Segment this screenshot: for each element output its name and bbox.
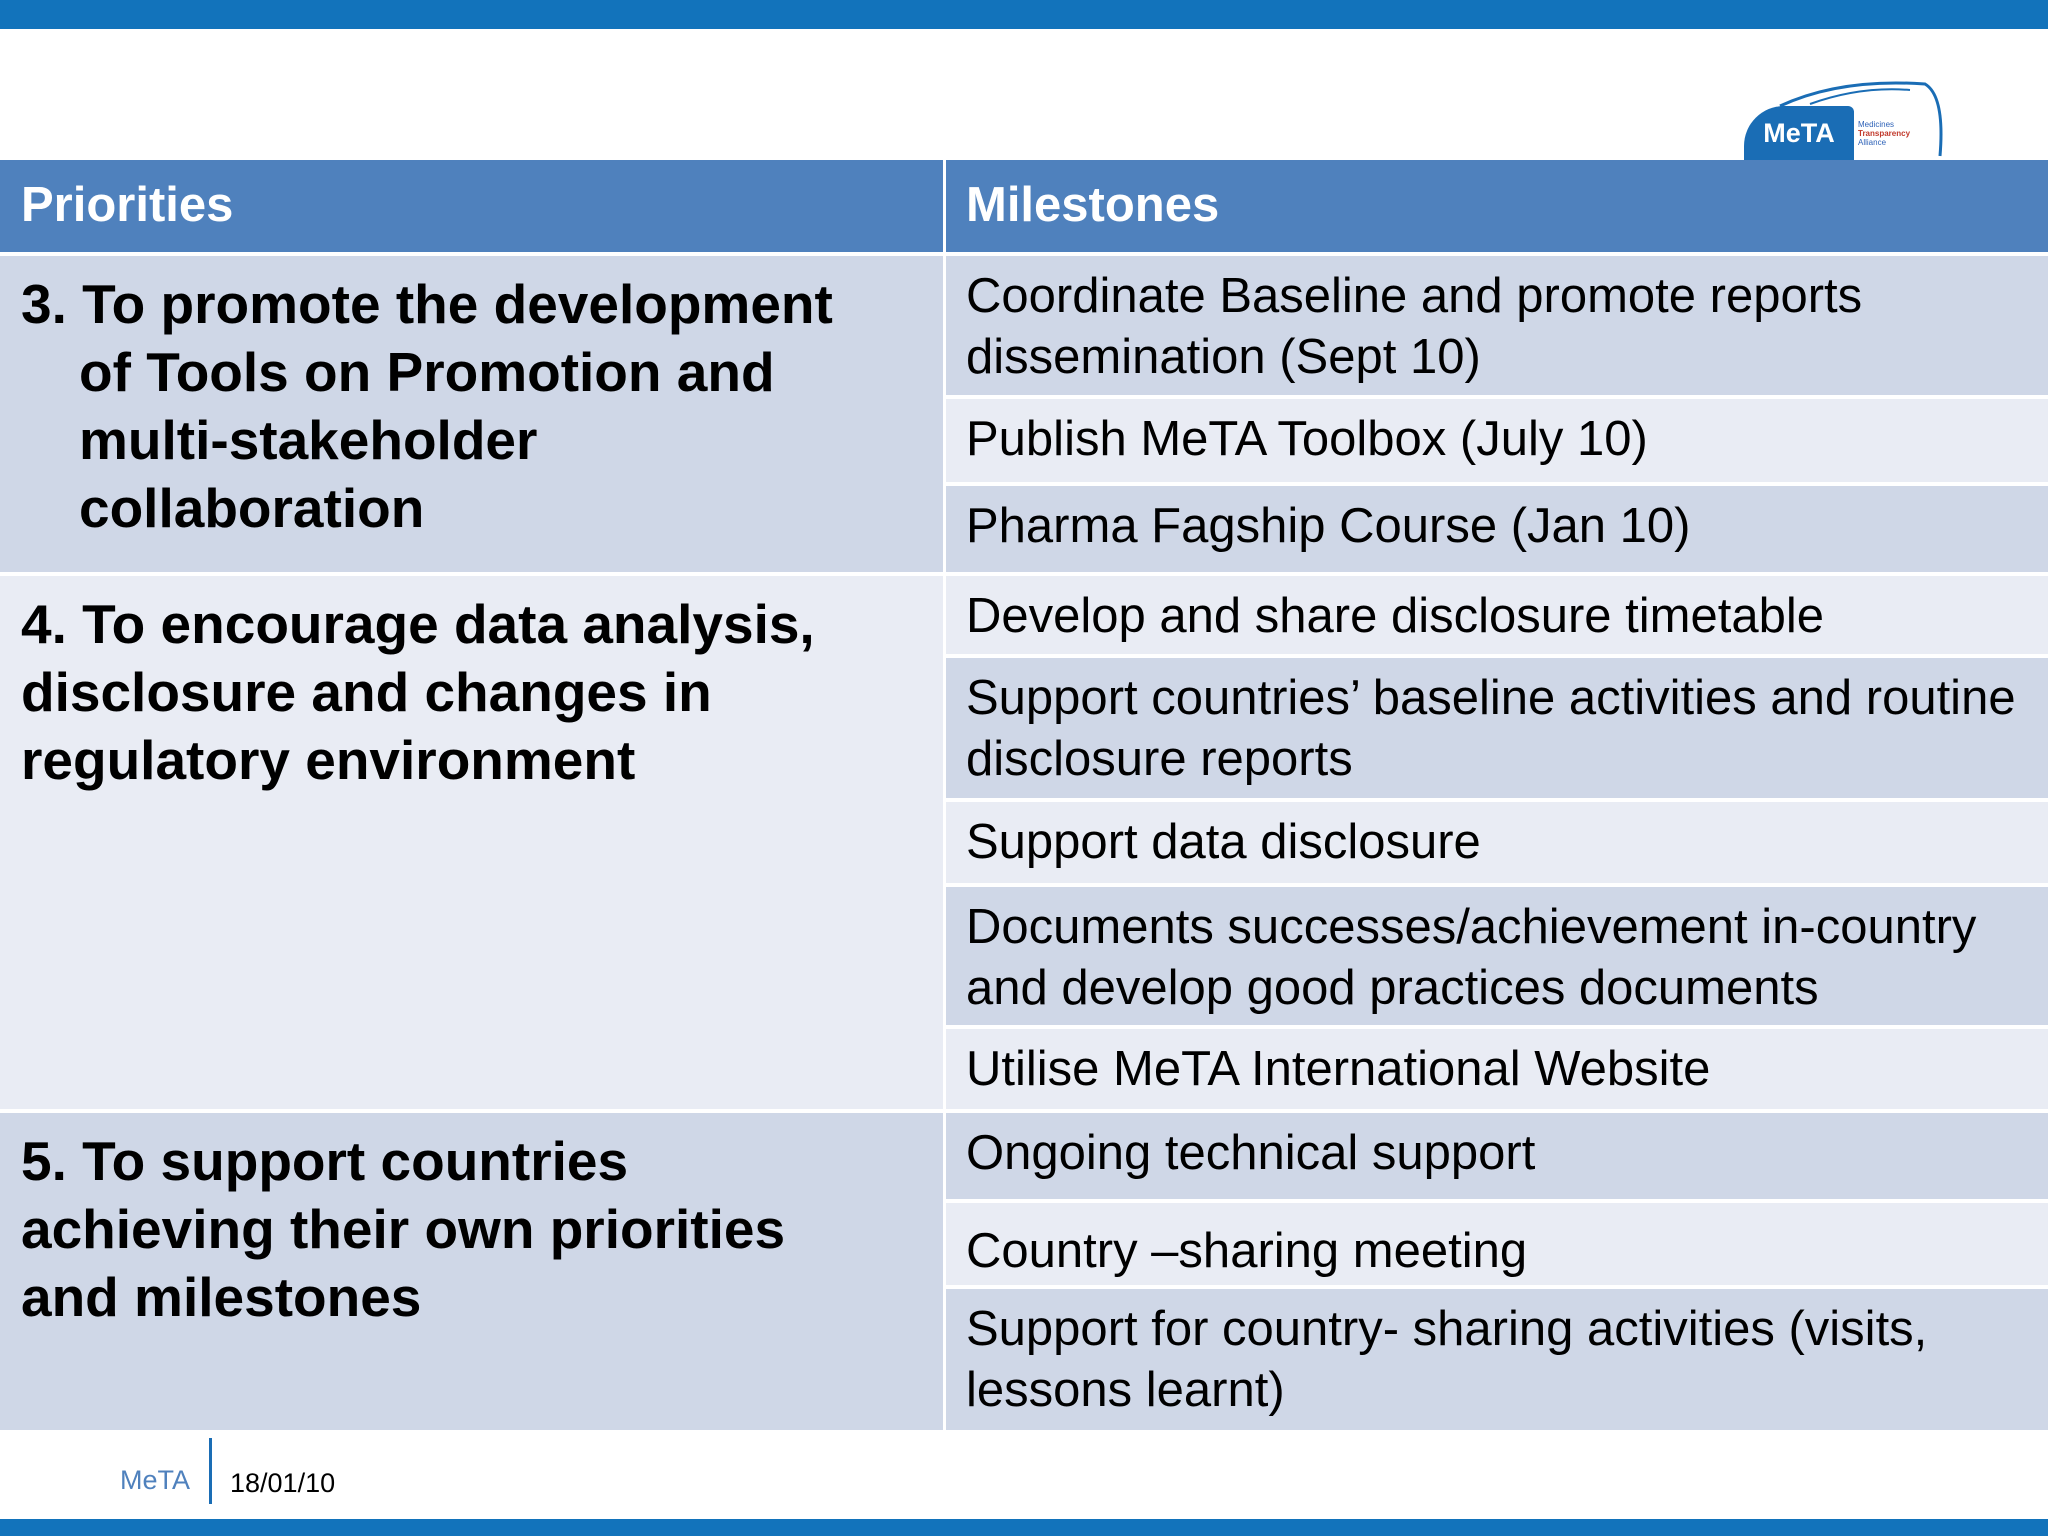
milestone-cell: Support countries’ baseline activities and routine disclosure reports <box>946 658 2048 798</box>
priority-line: collaboration <box>79 477 425 539</box>
priority-cell-3 <box>0 256 943 572</box>
priority-cell-4 <box>0 576 943 1109</box>
priority-line: multi-stakeholder <box>79 409 538 471</box>
top-accent-bar <box>0 0 2048 29</box>
priority-line: 3. To promote the development <box>21 273 833 335</box>
milestone-cell: Country –sharing meeting <box>946 1203 2048 1285</box>
logo-text: MeTA <box>1763 118 1835 148</box>
priority-line: disclosure and changes in <box>21 661 712 723</box>
milestone-cell: Pharma Fagship Course (Jan 10) <box>946 486 2048 572</box>
logo-tagline-line: Transparency <box>1858 129 1911 138</box>
priority-line: 4. To encourage data analysis, <box>21 593 815 655</box>
logo-tagline-line: Alliance <box>1858 138 1887 147</box>
logo-pill <box>1744 106 1854 160</box>
priority-line: regulatory environment <box>21 729 636 791</box>
priority-cell-5 <box>0 1113 943 1430</box>
milestone-cell: Support data disclosure <box>946 802 2048 883</box>
priority-line: and milestones <box>21 1266 422 1328</box>
header-milestones: Milestones <box>946 160 2048 252</box>
priority-line: of Tools on Promotion and <box>79 341 775 403</box>
footer-divider <box>209 1438 212 1504</box>
footer-date: 18/01/10 <box>230 1468 336 1498</box>
priority-line: 5. To support countries <box>21 1130 629 1192</box>
logo-tagline-line: Medicines <box>1858 120 1895 129</box>
milestone-cell: Support for country- sharing activities (visits, lessons learnt) <box>946 1289 2048 1430</box>
priority-line: achieving their own priorities <box>21 1198 786 1260</box>
meta-logo <box>1740 76 1945 160</box>
milestone-cell: Publish MeTA Toolbox (July 10) <box>946 399 2048 482</box>
header-priorities: Priorities <box>0 160 943 252</box>
priorities-milestones-table <box>0 160 2048 1430</box>
milestone-cell: Documents successes/achievement in-country and develop good practices documents <box>946 887 2048 1025</box>
logo-tagline <box>1858 120 1938 147</box>
milestone-cell: Ongoing technical support <box>946 1113 2048 1199</box>
milestone-cell: Coordinate Baseline and promote reports dissemination (Sept 10) <box>946 256 2048 395</box>
footer-logo: MeTA <box>120 1465 191 1495</box>
bottom-accent-bar <box>0 1519 2048 1536</box>
milestone-cell: Develop and share disclosure timetable <box>946 576 2048 654</box>
milestone-cell: Utilise MeTA International Website <box>946 1029 2048 1109</box>
